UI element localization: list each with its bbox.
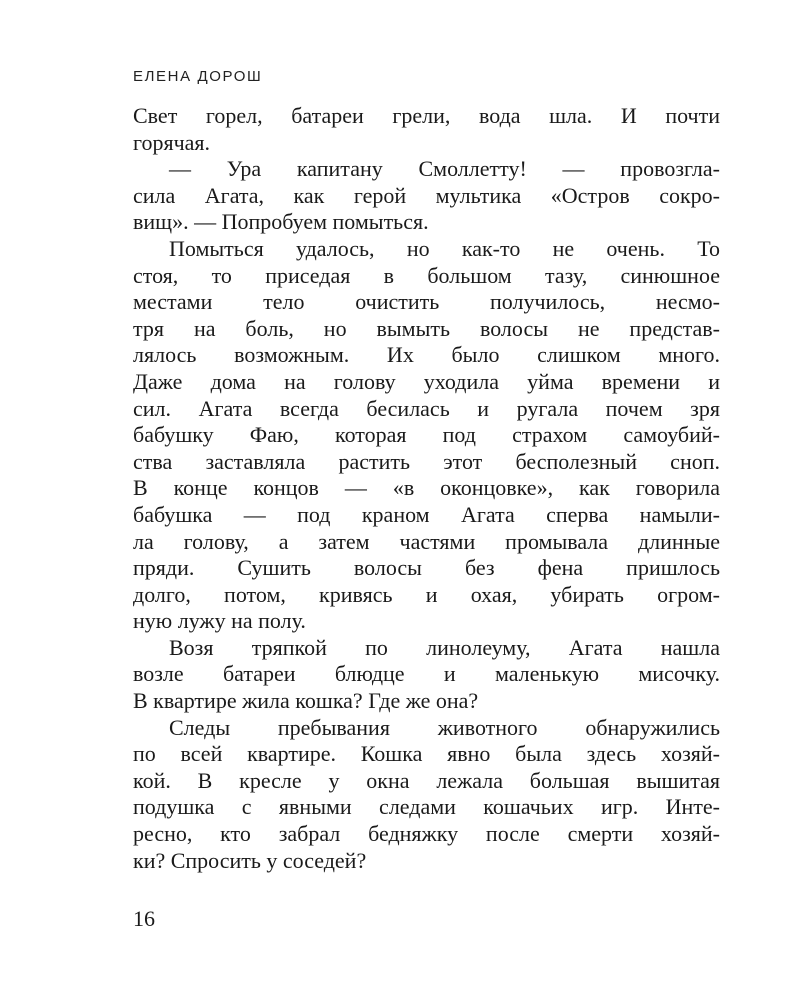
text-line: В квартире жила кошка? Где же она? — [133, 688, 479, 714]
text-line: ства заставляла растить этот бесполезный сноп. — [133, 448, 720, 474]
text-line: долго, потом, кривясь и охая, убирать огром- — [133, 581, 720, 607]
text-line: сила Агата, как герой мультика «Остров сокро- — [133, 182, 720, 208]
text-line: Даже дома на голову уходила уйма времени и — [133, 368, 720, 394]
text-line: ную лужу на полу. — [133, 608, 306, 634]
page-number: 16 — [133, 906, 155, 931]
text-line: подушка с явными следами кошачьих игр. Инте- — [133, 794, 720, 820]
text-line: стоя, то приседая в большом тазу, синюшное — [133, 262, 720, 288]
text-line: возле батареи блюдце и маленькую мисочку. — [133, 661, 720, 687]
text-line: местами тело очистить получилось, несмо- — [133, 289, 720, 315]
text-line: тря на боль, но вымыть волосы не представ- — [133, 315, 720, 341]
text-line: Возя тряпкой по линолеуму, Агата нашла — [169, 634, 720, 660]
text-line: горячая. — [133, 129, 211, 155]
text-line: — Ура капитану Смоллетту! — провозгла- — [169, 156, 720, 182]
text-line: В конце концов — «в оконцовке», как говорила — [133, 475, 720, 501]
text-line: пряди. Сушить волосы без фена пришлось — [133, 555, 720, 581]
body-text — [133, 103, 720, 874]
text-line: вищ». — Попробуем помыться. — [133, 209, 429, 235]
text-line: бабушку Фаю, которая под страхом самоубий- — [133, 422, 720, 448]
text-line: кой. В кресле у окна лежала большая вышитая — [133, 767, 720, 793]
text-line: Помыться удалось, но как-то не очень. То — [169, 235, 720, 261]
running-head-author: ЕЛЕНА ДОРОШ — [133, 68, 263, 85]
text-line: ла голову, а затем частями промывала длинные — [133, 528, 720, 554]
text-line: лялось возможным. Их было слишком много. — [133, 342, 720, 368]
text-line: сил. Агата всегда бесилась и ругала почем зря — [133, 395, 720, 421]
text-line: по всей квартире. Кошка явно была здесь хозяй- — [133, 741, 720, 767]
text-line: Следы пребывания животного обнаружились — [169, 714, 720, 740]
text-line: бабушка — под краном Агата сперва намыли- — [133, 501, 720, 527]
text-line: Свет горел, батареи грели, вода шла. И почти — [133, 103, 720, 128]
text-line: ки? Спросить у соседей? — [133, 847, 367, 873]
text-line: ресно, кто забрал бедняжку после смерти хозяй- — [133, 821, 720, 847]
